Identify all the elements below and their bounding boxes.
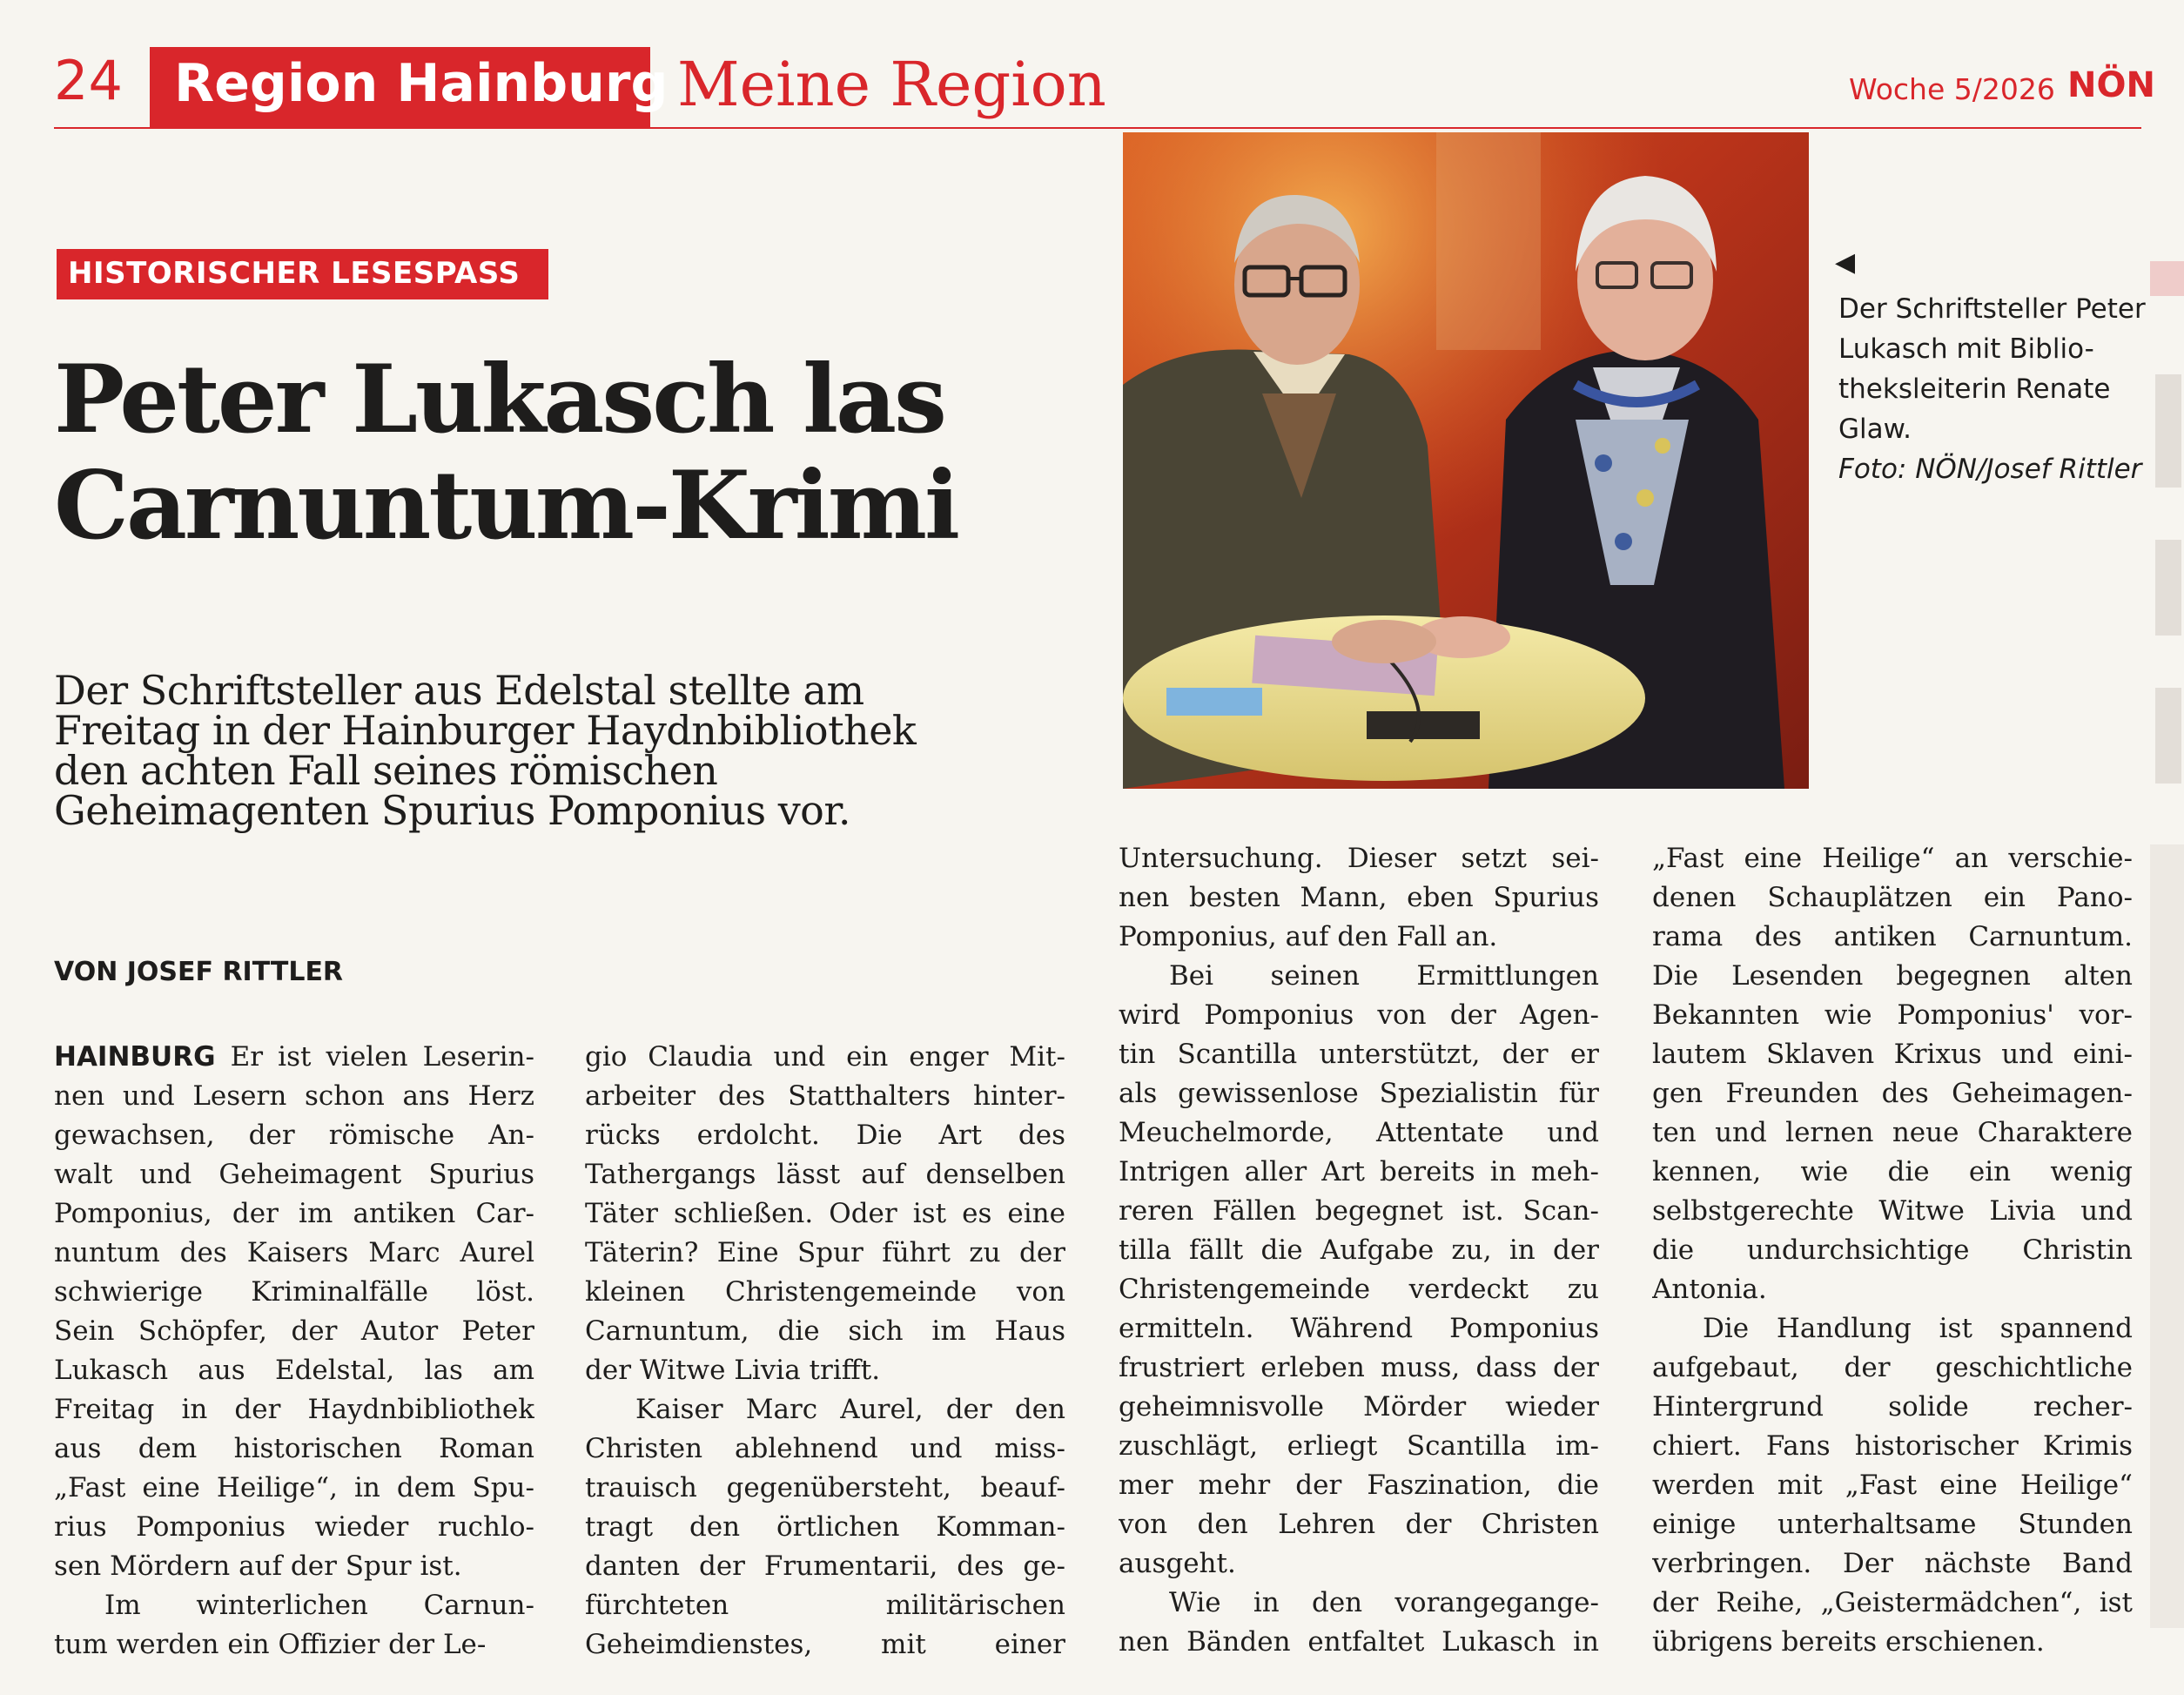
text-line: reren Fällen begegnet ist. Scan-: [1119, 1195, 1599, 1227]
text-line: rücks erdolcht. Die Art des: [585, 1120, 1065, 1151]
text-line: der Reihe, „Geistermädchen“, ist: [1652, 1587, 2133, 1618]
text-line: wird Pomponius von der Agen-: [1119, 999, 1599, 1031]
text-line: zuschlägt, erliegt Scantilla im-: [1119, 1430, 1599, 1462]
text-line: ermitteln. Während Pomponius: [1119, 1313, 1599, 1344]
text-line: Christen ablehnend und miss-: [585, 1433, 1065, 1464]
text-line: schwierige Kriminalfälle löst.: [54, 1276, 534, 1308]
text-line: mer mehr der Faszination, die: [1119, 1470, 1599, 1501]
text-column-4: [1652, 839, 2133, 1662]
text-line: Die Lesenden begegnen alten: [1652, 960, 2133, 992]
text-line: gen Freunden des Geheimagen-: [1652, 1078, 2133, 1109]
caption-pointer-icon: ◀: [1835, 247, 1856, 278]
headline-line: Peter Lukasch las: [54, 345, 944, 454]
text-column-2: [585, 1038, 1065, 1665]
text-line: Meuchelmorde, Attentate und: [1119, 1117, 1599, 1148]
text-line: Sein Schöpfer, der Autor Peter: [54, 1315, 534, 1347]
text-line: rius Pomponius wieder ruchlo-: [54, 1511, 534, 1543]
text-line: der Witwe Livia trifft.: [585, 1355, 881, 1386]
text-line: Bekannten wie Pomponius' vor-: [1652, 999, 2133, 1031]
lead-line: Der Schriftsteller aus Edelstal stellte am: [54, 667, 864, 714]
text-line: Geheimdienstes, mit einer: [585, 1629, 1065, 1660]
caption-line: Lukasch mit Biblio-: [1838, 333, 2094, 365]
text-line: Antonia.: [1652, 1274, 1767, 1305]
caption-line: Glaw.: [1838, 414, 1912, 445]
text-line: aus dem historischen Roman: [54, 1433, 534, 1464]
text-line: nuntum des Kaisers Marc Aurel: [54, 1237, 534, 1268]
text-line: nen Bänden entfaltet Lukasch in: [1119, 1626, 1599, 1658]
text-line: nen besten Mann, eben Spurius: [1119, 882, 1599, 913]
text-line: geheimnisvolle Mörder wieder: [1119, 1391, 1599, 1423]
text-line: danten der Frumentarii, des ge-: [585, 1550, 1065, 1582]
lead-line: Freitag in der Hainburger Haydnbibliothek: [54, 707, 917, 754]
text-line-content: Er ist vielen Leserin-: [215, 1041, 534, 1073]
text-line: kennen, wie die ein wenig: [1652, 1156, 2133, 1187]
brand-logo: NÖN: [2067, 65, 2155, 105]
text-line: rama des antiken Carnuntum.: [1652, 921, 2133, 952]
text-line: Tathergangs lässt auf denselben: [585, 1159, 1065, 1190]
text-line: von den Lehren der Christen: [1119, 1509, 1599, 1540]
text-line: Carnuntum, die sich im Haus: [585, 1315, 1065, 1347]
text-line: Bei seinen Ermittlungen: [1169, 960, 1599, 992]
text-line: Freitag in der Haydnbibliothek: [54, 1394, 534, 1425]
caption-line: theksleiterin Renate: [1838, 373, 2111, 405]
text-line: Pomponius, der im antiken Car-: [54, 1198, 534, 1229]
text-line: lautem Sklaven Krixus und eini-: [1652, 1039, 2133, 1070]
lead-line: Geheimagenten Spurius Pomponius vor.: [54, 787, 850, 834]
text-line: Untersuchung. Dieser setzt sei-: [1119, 843, 1599, 874]
text-line: walt und Geheimagent Spurius: [54, 1159, 534, 1190]
text-line: gio Claudia und ein enger Mit-: [585, 1041, 1065, 1073]
text-line: denen Schauplätzen ein Pano-: [1652, 882, 2133, 913]
text-line: tum werden ein Offizier der Le-: [54, 1629, 487, 1660]
photo-caption: [1838, 289, 2152, 489]
photo-credit: Foto: NÖN/Josef Rittler: [1838, 454, 2142, 485]
text-line: Christengemeinde verdeckt zu: [1119, 1274, 1599, 1305]
text-line: Intrigen aller Art bereits in meh-: [1119, 1156, 1599, 1187]
text-line: chiert. Fans historischer Krimis: [1652, 1430, 2133, 1462]
issue-number: Woche 5/2026: [1849, 72, 2055, 106]
text-line: arbeiter des Statthalters hinter-: [585, 1080, 1065, 1112]
headline: [54, 346, 1081, 559]
article-photo: [1123, 132, 1809, 789]
text-line: werden mit „Fast eine Heilige“: [1652, 1470, 2133, 1501]
text-line: aufgebaut, der geschichtliche: [1652, 1352, 2133, 1383]
text-line: ausgeht.: [1119, 1548, 1236, 1579]
text-line: Wie in den vorangegange-: [1169, 1587, 1599, 1618]
text-column-1: [54, 1038, 534, 1665]
text-line: Im winterlichen Carnun-: [104, 1590, 534, 1621]
lead-paragraph: [54, 667, 1090, 834]
text-line: [54, 1038, 534, 1077]
text-line: sen Mördern auf der Spur ist.: [54, 1550, 462, 1582]
text-line: tragt den örtlichen Komman-: [585, 1511, 1065, 1543]
adjacent-page-bleed: [2150, 131, 2184, 1695]
byline: VON JOSEF RITTLER: [54, 957, 344, 987]
text-line: Die Handlung ist spannend: [1703, 1313, 2133, 1344]
text-line: kleinen Christengemeinde von: [585, 1276, 1065, 1308]
text-line: fürchteten militärischen: [585, 1590, 1065, 1621]
text-line: übrigens bereits erschienen.: [1652, 1626, 2045, 1658]
text-line: trauisch gegenübersteht, beauf-: [585, 1472, 1065, 1503]
text-line: Lukasch aus Edelstal, las am: [54, 1355, 534, 1386]
text-line: Täter schließen. Oder ist es eine: [585, 1198, 1065, 1229]
text-line: Hintergrund solide recher-: [1652, 1391, 2133, 1423]
text-line: tilla fällt die Aufgabe zu, in der: [1119, 1234, 1599, 1266]
text-line: nen und Lesern schon ans Herz: [54, 1080, 534, 1112]
text-line: „Fast eine Heilige“, in dem Spu-: [54, 1472, 534, 1503]
lead-line: den achten Fall seines römischen: [54, 747, 718, 794]
text-line: tin Scantilla unterstützt, der er: [1119, 1039, 1599, 1070]
text-line: „Fast eine Heilige“ an verschie-: [1652, 843, 2133, 874]
region-label: Meine Region: [677, 49, 1106, 120]
headline-line: Carnuntum-Krimi: [54, 451, 958, 561]
kicker: HISTORISCHER LESESPASS: [68, 256, 521, 291]
text-line: Pomponius, auf den Fall an.: [1119, 921, 1498, 952]
caption-line: Der Schriftsteller Peter: [1838, 293, 2146, 325]
header-rule: [54, 127, 2141, 129]
text-line: gewachsen, der römische An-: [54, 1120, 534, 1151]
text-line: Täterin? Eine Spur führt zu der: [585, 1237, 1065, 1268]
text-line: verbringen. Der nächste Band: [1652, 1548, 2133, 1579]
text-column-3: [1119, 839, 1599, 1662]
section-label: Region Hainburg: [174, 53, 669, 114]
text-line: Kaiser Marc Aurel, der den: [635, 1394, 1065, 1425]
text-line: als gewissenlose Spezialistin für: [1119, 1078, 1599, 1109]
dateline: HAINBURG: [54, 1041, 216, 1073]
text-line: selbstgerechte Witwe Livia und: [1652, 1195, 2133, 1227]
text-line: ten und lernen neue Charaktere: [1652, 1117, 2133, 1148]
page-number: 24: [54, 49, 123, 112]
text-line: die undurchsichtige Christin: [1652, 1234, 2133, 1266]
text-line: einige unterhaltsame Stunden: [1652, 1509, 2133, 1540]
text-line: frustriert erleben muss, dass der: [1119, 1352, 1599, 1383]
